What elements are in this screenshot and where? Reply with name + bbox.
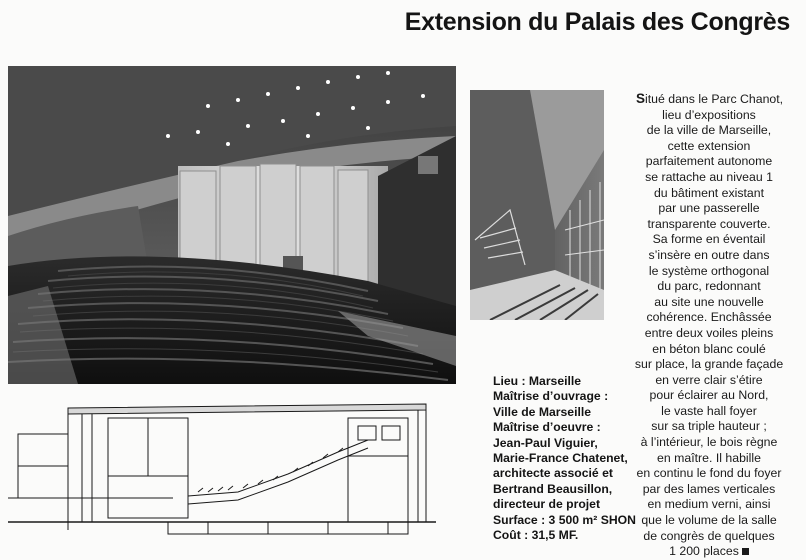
- body-line: en continu le fond du foyer: [636, 466, 782, 481]
- body-line: cette extension: [667, 138, 751, 153]
- info-line: Surface : 3 500 m² SHON: [493, 512, 636, 527]
- body-line: en verre clair s’étire: [655, 372, 763, 387]
- info-line: Maîtrise d’oeuvre :: [493, 420, 601, 435]
- body-line: transparente couverte.: [647, 216, 771, 231]
- info-line: Ville de Marseille: [493, 404, 592, 419]
- body-line: parfaitement autonome: [645, 154, 773, 169]
- body-last-line: 1 200 places: [669, 544, 739, 559]
- body-line: par une passerelle: [658, 201, 760, 216]
- body-line: de congrès de quelques: [643, 528, 775, 543]
- foyer-photo: [470, 90, 604, 320]
- body-line: de la ville de Marseille,: [646, 123, 772, 138]
- body-line: à l’intérieur, le bois règne: [640, 435, 778, 450]
- body-line: en medium verni, ainsi: [647, 497, 771, 512]
- article-title: Extension du Palais des Congrès: [404, 8, 790, 36]
- info-line: Marie-France Chatenet,: [493, 451, 628, 466]
- info-line: Coût : 31,5 MF.: [493, 528, 579, 543]
- body-line: [614, 91, 804, 108]
- body-line: que le volume de la salle: [641, 513, 777, 528]
- article-body: [614, 91, 804, 560]
- end-of-article-mark: [742, 548, 749, 555]
- cross-section-drawing: [8, 396, 436, 540]
- body-line: lieu d’expositions: [662, 107, 756, 122]
- body-line: le vaste hall foyer: [661, 403, 757, 418]
- auditorium-photo: [8, 66, 456, 384]
- body-line: pour éclairer au Nord,: [649, 388, 769, 403]
- body-line: le système orthogonal: [648, 263, 770, 278]
- body-line: sur place, la grande façade: [634, 357, 784, 372]
- project-info: [493, 374, 636, 543]
- body-line: par des lames verticales: [642, 481, 776, 496]
- body-line: en maître. Il habille: [657, 450, 761, 465]
- info-line: Lieu : Marseille: [493, 374, 582, 388]
- body-line: cohérence. Enchâssée: [646, 310, 772, 325]
- info-line: Maîtrise d’ouvrage :: [493, 389, 609, 404]
- info-line: Bertrand Beausillon,: [493, 481, 613, 496]
- body-line: s’insère en outre dans: [648, 247, 770, 262]
- info-line: architecte associé et: [493, 466, 613, 481]
- body-line: au site une nouvelle: [654, 294, 764, 309]
- body-line: du parc, redonnant: [657, 279, 761, 294]
- body-line: sur sa triple hauteur ;: [651, 419, 767, 434]
- body-line: Sa forme en éventail: [652, 232, 766, 247]
- body-line: entre deux voiles pleins: [644, 325, 774, 340]
- info-line: Jean-Paul Viguier,: [493, 435, 598, 450]
- body-line: en béton blanc coulé: [652, 341, 766, 356]
- drop-cap: S: [636, 91, 646, 106]
- info-line: directeur de projet: [493, 497, 601, 512]
- body-line: [614, 544, 804, 560]
- body-line: se rattache au niveau 1: [645, 169, 773, 184]
- body-first-line: itué dans le Parc Chanot,: [645, 92, 784, 106]
- body-line: du bâtiment existant: [653, 185, 765, 200]
